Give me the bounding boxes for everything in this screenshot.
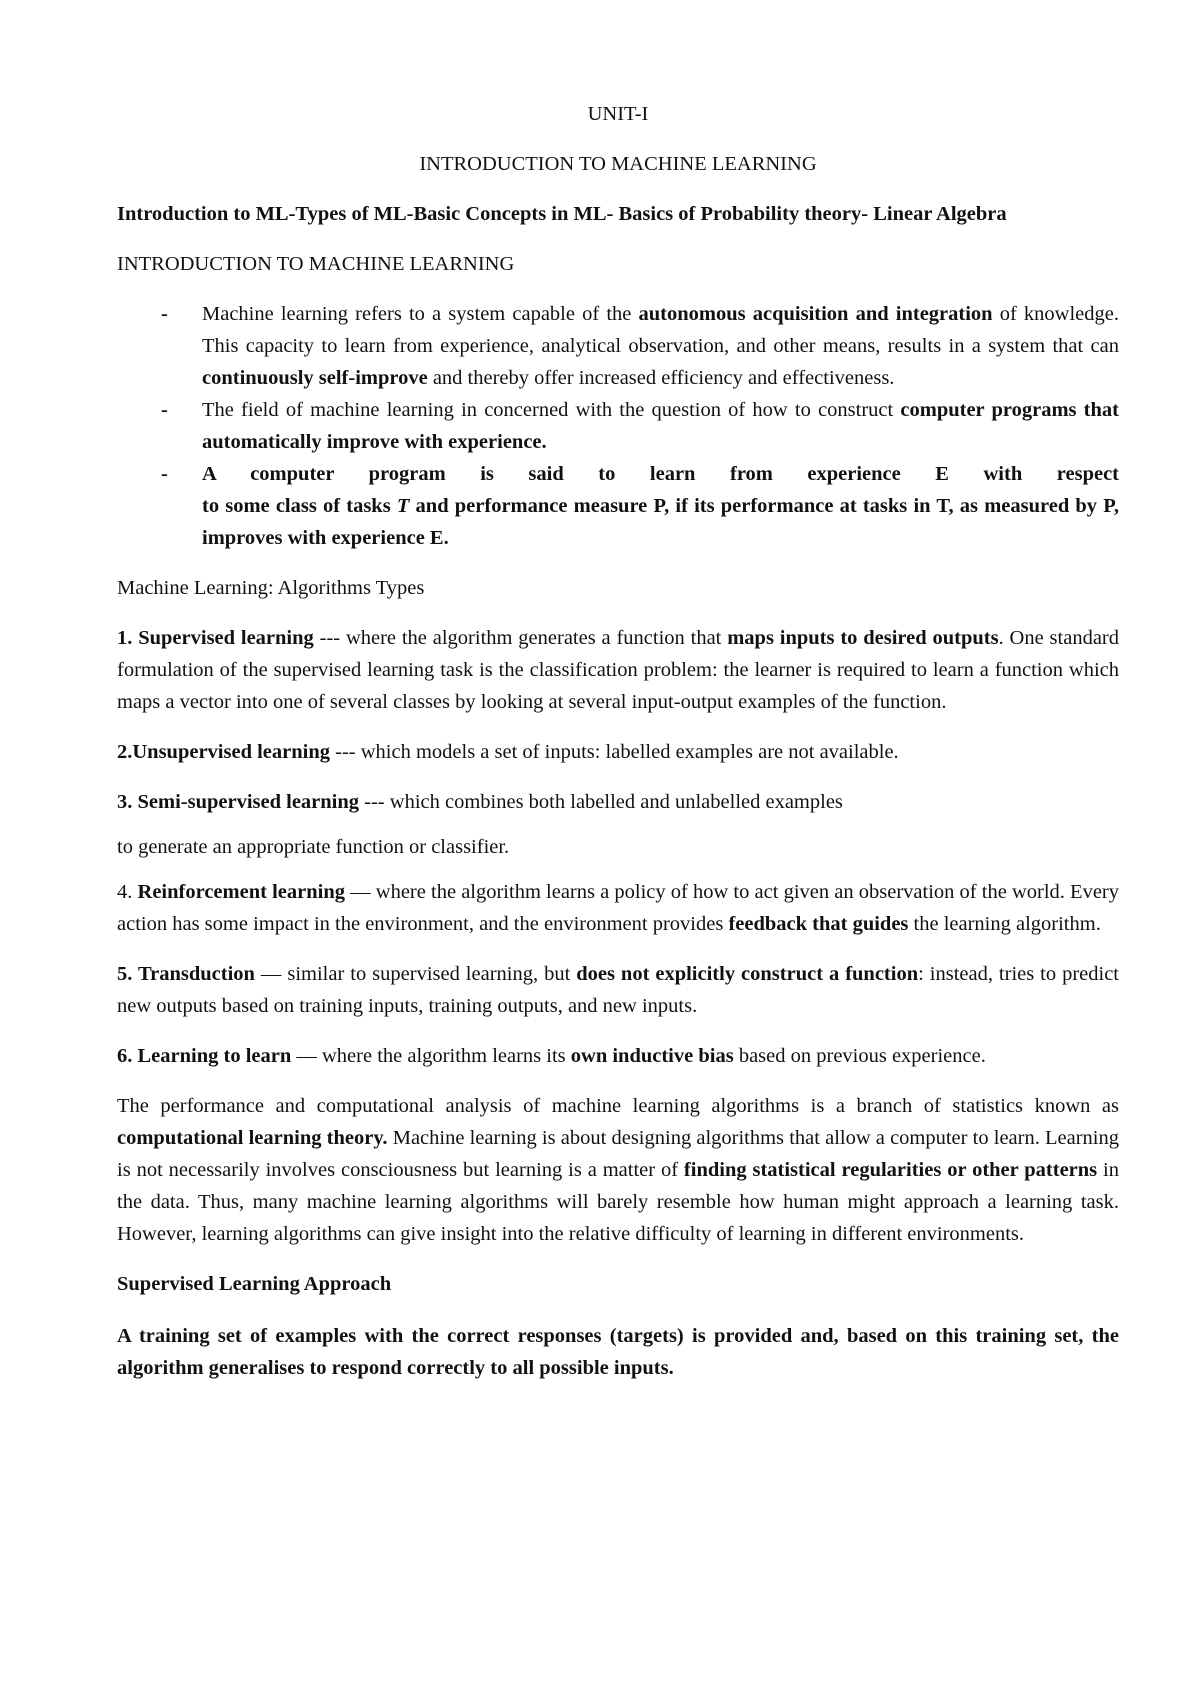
- analysis-paragraph: The performance and computational analysis of machine learning algorithms is a branch of statistics known as computational learning theory. Machine learning is about designing algorithms that allow a computer to learn. Learning is not necessarily involves consciousness but learning is a matter of finding statistical regularities or other patterns in the data. Thus, many machine learning algorithms will barely resemble how human might approach a learning task. However, learning algorithms can give insight into the relative difficulty of learning in different environments.: [117, 1095, 1119, 1245]
- types-heading: Machine Learning: Algorithms Types: [117, 577, 425, 599]
- bullet-dash: -: [161, 303, 168, 325]
- topics-list: Introduction to ML-Types of ML-Basic Concepts in ML- Basics of Probability theory- Linear Algebra: [117, 203, 1007, 225]
- bullet-dash: -: [161, 399, 168, 421]
- section-heading: INTRODUCTION TO MACHINE LEARNING: [117, 253, 515, 275]
- type-supervised: 1. Supervised learning --- where the algorithm generates a function that maps inputs to desired outputs. One standard formulation of the supervised learning task is the classification problem: the learner is required to learn a function which maps a vector into one of several classes by looking at several input-output examples of the function.: [117, 627, 1119, 713]
- type-semi-supervised: 3. Semi-supervised learning --- which combines both labelled and unlabelled examples: [117, 791, 843, 813]
- unit-label: UNIT-I: [587, 103, 649, 125]
- intro-bullet-list: [117, 298, 1119, 554]
- supervised-approach-heading: Supervised Learning Approach: [117, 1273, 392, 1295]
- type-reinforcement: 4. Reinforcement learning –– where the algorithm learns a policy of how to act given an observation of the world. Every action has some impact in the environment, and the environment provides feedback that guides the learning algorithm.: [117, 881, 1119, 935]
- bullet-item: - Machine learning refers to a system capable of the autonomous acquisition and integration of knowledge. This capacity to learn from experience, analytical observation, and other means, results in a system that can continuously self-improve and thereby offer increased efficiency and effectiveness.: [117, 298, 1119, 394]
- type-semi-supervised-continuation: to generate an appropriate function or classifier.: [117, 836, 510, 858]
- page-title: INTRODUCTION TO MACHINE LEARNING: [419, 153, 817, 175]
- type-transduction: 5. Transduction –– similar to supervised learning, but does not explicitly construct a function: instead, tries to predict new outputs based on training inputs, training outputs, and new inputs.: [117, 963, 1120, 1017]
- bullet-item: - A computer program is said to learn from experience E with respect to some class of tasks T and performance measure P, if its performance at tasks in T, as measured by P, improves with experience E.: [117, 458, 1119, 554]
- supervised-approach-text: A training set of examples with the correct responses (targets) is provided and, based on this training set, the algorithm generalises to respond correctly to all possible inputs.: [117, 1325, 1119, 1379]
- type-learning-to-learn: 6. Learning to learn –– where the algorithm learns its own inductive bias based on previous experience.: [117, 1045, 986, 1067]
- bullet-item: - The field of machine learning in concerned with the question of how to construct computer programs that automatically improve with experience.: [117, 394, 1119, 458]
- type-unsupervised: 2.Unsupervised learning --- which models a set of inputs: labelled examples are not available.: [117, 741, 899, 763]
- bullet-dash: -: [161, 463, 168, 485]
